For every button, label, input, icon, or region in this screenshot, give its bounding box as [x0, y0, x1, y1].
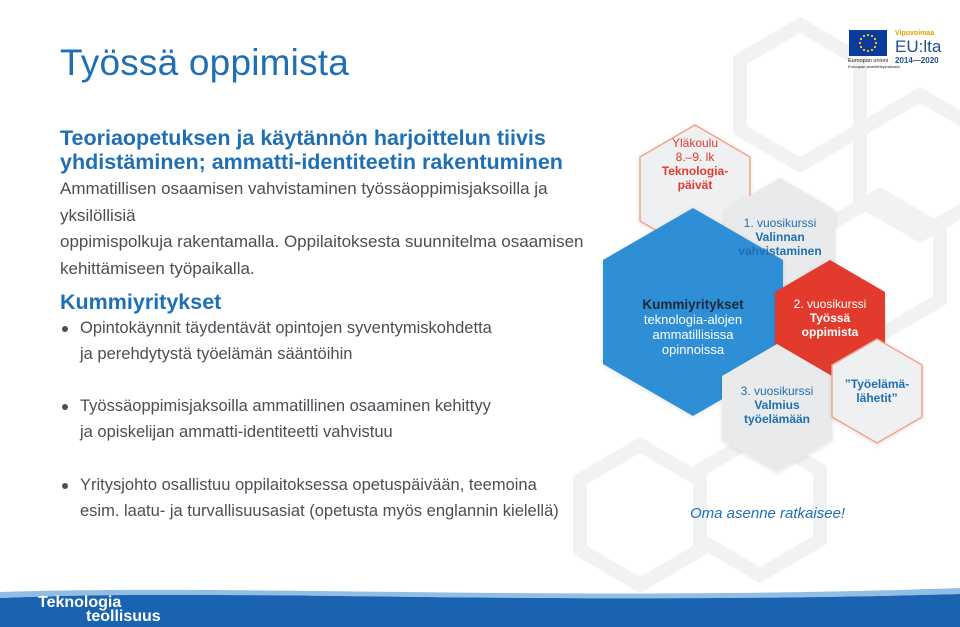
- hex-text: 3. vuosikurssi: [740, 384, 814, 398]
- bullet-list: [60, 316, 620, 524]
- bullet-text: Työssäoppimisjaksoilla ammatillinen osaaminen kehittyy: [80, 397, 491, 415]
- section1-body-line: Ammatillisen osaamisen vahvistaminen työssäoppimisjaksoilla ja yksilöllisiä: [60, 179, 548, 225]
- bullet-item: [60, 316, 620, 367]
- hex-text: vahvistaminen: [738, 244, 822, 258]
- logo-text: teollisuus: [86, 608, 161, 625]
- hex-text: Valmius: [754, 398, 800, 412]
- bullet-text: ja opiskelijan ammatti-identiteetti vahvistuu: [80, 422, 393, 441]
- bullet-text: esim. laatu- ja turvallisuusasiat (opetusta myös englannin kielellä): [80, 501, 559, 520]
- hex-text: Työssä: [809, 311, 851, 325]
- eu-caption-line: Euroopan aluekehitysrahasto: [848, 64, 900, 69]
- section1-heading: [60, 126, 620, 174]
- hex-text: opinnoissa: [661, 342, 725, 357]
- vipu-text: Vipuvoimaa: [895, 30, 935, 37]
- tagline: Oma asenne ratkaisee!: [690, 505, 846, 522]
- hexagon-vuosikurssi-1-label: [732, 216, 828, 258]
- vipu-text: EU:lta: [895, 37, 942, 56]
- hex-text: Valinnan: [755, 230, 805, 244]
- bullet-item: [60, 394, 620, 445]
- hex-text: Teknologia-: [661, 164, 729, 178]
- eu-flag-icon: [849, 30, 887, 56]
- logo-text: Teknologia: [38, 594, 122, 611]
- hexagon-vuosikurssi-3-label: [730, 384, 824, 426]
- hexagon-kummiyritykset-label: [618, 297, 768, 357]
- hex-text: ammatillisissa: [652, 327, 734, 342]
- bullet-item: [60, 473, 620, 524]
- hex-text: 1. vuosikurssi: [743, 216, 817, 230]
- section2-heading: Kummiyritykset: [60, 290, 222, 314]
- bullet-text: Opintokäynnit täydentävät opintojen syventymiskohdetta: [80, 319, 492, 337]
- section1-body-line: kehittämiseen työpaikalla.: [60, 258, 255, 278]
- hex-text: ”Työelämä-: [844, 377, 910, 391]
- hex-text: 8.–9. lk: [675, 150, 715, 164]
- hex-text: 2. vuosikurssi: [793, 297, 867, 311]
- section1-heading-line: Teoriaopetuksen ja käytännön harjoittelun tiivis: [60, 126, 546, 150]
- hexagon-tyoelamalahetit-label: [838, 377, 916, 405]
- eu-caption-line: Euroopan unioni: [848, 58, 889, 64]
- vipuvoimaa-logo: [895, 30, 941, 65]
- hexagon-vuosikurssi-2-label: [782, 297, 878, 339]
- section1-body: [60, 176, 620, 282]
- hex-text: Kummiyritykset: [642, 297, 744, 312]
- hex-text: päivät: [677, 178, 713, 192]
- hex-text: teknologia-alojen: [643, 312, 743, 327]
- section1-body-line: oppimispolkuja rakentamalla. Oppilaitoksesta suunnitelma osaamisen: [60, 232, 584, 251]
- page-title: Työssä oppimista: [60, 42, 350, 83]
- hex-text: Yläkoulu: [671, 136, 719, 150]
- teknologiateollisuus-logo: [38, 596, 161, 624]
- hex-text: lähetit”: [856, 391, 898, 405]
- hex-text: oppimista: [801, 325, 859, 339]
- hex-text: työelämään: [743, 412, 811, 426]
- hexagon-ylakoulu-label: [660, 136, 730, 192]
- section1-heading-line: yhdistäminen; ammatti-identiteetin rakentuminen: [60, 150, 563, 174]
- bullet-text: Yritysjohto osallistuu oppilaitoksessa opetuspäivään, teemoina: [80, 476, 537, 494]
- bullet-text: ja perehdytystä työelämän sääntöihin: [80, 344, 353, 363]
- eu-caption: [848, 58, 900, 70]
- vipu-text: 2014—2020: [895, 56, 939, 65]
